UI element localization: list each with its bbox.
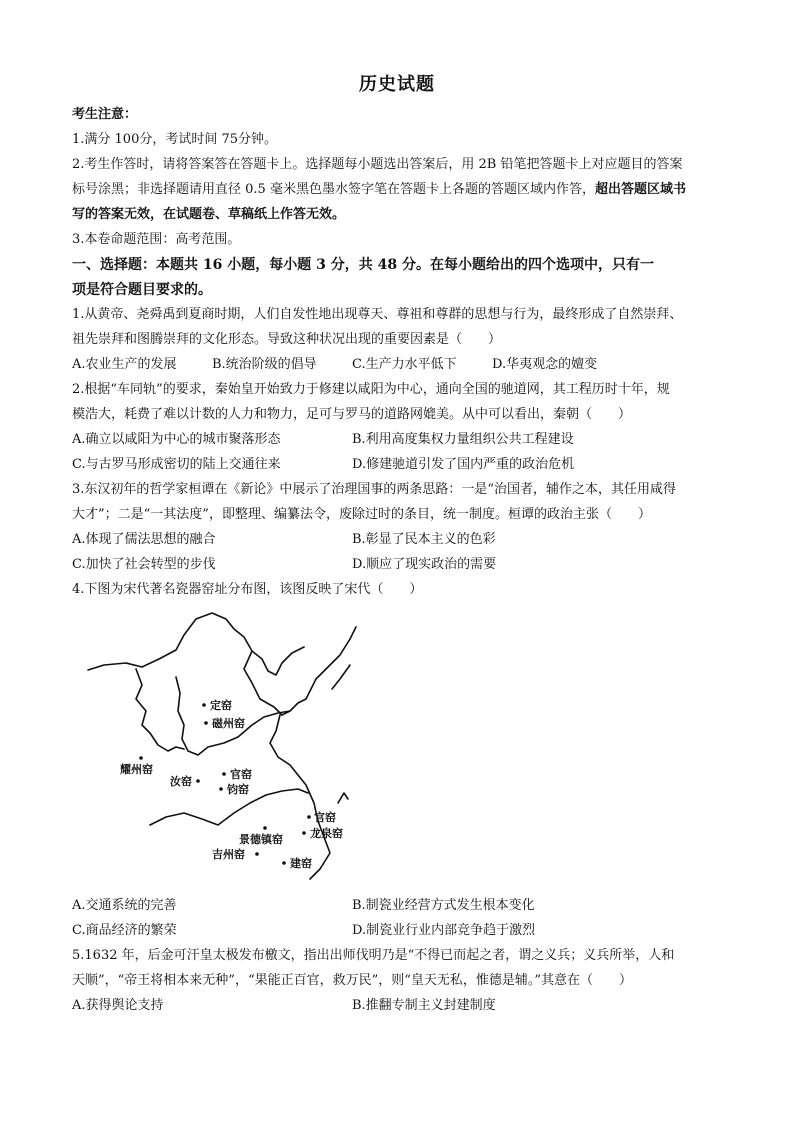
kiln-dot-jingdezhen — [263, 826, 267, 830]
section-heading-line-2: 项是符合题目要求的。 — [72, 282, 212, 298]
kiln-label-ding: 定窑 — [210, 699, 232, 712]
notice-item-2-line-1: 2.考生作答时，请将答案答在答题卡上。选择题每小题选出答案后，用 2B 铅笔把答题卡上对应题目的答案 — [72, 157, 683, 172]
map-korea-coast — [332, 665, 350, 689]
kiln-label-yaozhou: 耀州窑 — [120, 763, 153, 776]
q1-option-c: C.生产力水平低下 — [352, 357, 457, 372]
q5-stem-line-1: 5.1632 年，后金可汗皇太极发布檄文，指出出师伐明乃是“不得已而起之者，谓之义兵；义兵所举，人和 — [72, 948, 675, 963]
map-korea-peninsula — [310, 627, 356, 691]
q4-option-a: A.交通系统的完善 — [72, 898, 177, 913]
notice-item-2-normal-text: 标号涂黑；非选择题请用直径 0.5 毫米黑色墨水签字笔在答题卡上各题的答题区域内作答， — [72, 182, 595, 197]
kiln-dot-cizhou — [204, 721, 208, 725]
q3-stem-line-2: 大才”；二是“一其法度”，即整理、编纂法令，废除过时的条目，统一制度。桓谭的政治主张（ ） — [72, 507, 651, 522]
map-coast-southeast — [310, 837, 330, 879]
notice-item-2-line-2 — [72, 180, 732, 200]
notice-item-3: 3.本卷命题范围：高考范围。 — [72, 232, 241, 247]
q3-option-c: C.加快了社会转型的步伐 — [72, 557, 216, 572]
q1-option-a: A.农业生产的发展 — [72, 357, 177, 372]
song-kiln-map-drawing — [84, 607, 366, 882]
notice-item-2-bold-text: 超出答题区域书 — [594, 182, 686, 197]
kiln-label-jun: 钧窑 — [227, 783, 249, 796]
map-coast-northeast — [244, 651, 310, 715]
q4-option-d: D.制瓷业行业内部竞争趋于激烈 — [352, 923, 536, 938]
q5-option-b: B.推翻专制主义封建制度 — [352, 998, 496, 1013]
q4-option-c: C.商品经济的繁荣 — [72, 923, 177, 938]
q2-stem-line-2: 模浩大，耗费了难以计数的人力和物力，足可与罗马的道路网媲美。从中可以看出，秦朝（ ） — [72, 407, 632, 422]
map-island — [338, 793, 348, 803]
kiln-dot-jizhou — [255, 852, 259, 856]
kiln-dot-jian — [282, 861, 286, 865]
map-border-north — [88, 613, 304, 675]
song-kiln-map — [84, 607, 366, 882]
notice-heading: 考生注意： — [72, 107, 138, 122]
q3-option-b: B.彰显了民本主义的色彩 — [352, 532, 496, 547]
q4-stem: 4.下图为宋代著名瓷器窑址分布图，该图反映了宋代（ ） — [72, 582, 423, 597]
q5-stem-line-2: 天顺”，“帝王将相本来无种”，“果能正百官，救万民”，则“皇天无私，惟德是辅。”其意在（ ） — [72, 973, 633, 988]
kiln-label-guan-1: 官窑 — [230, 768, 252, 781]
q1-option-d: D.华夷观念的嬗变 — [492, 357, 598, 372]
kiln-label-guan-2: 官窑 — [314, 811, 336, 824]
q3-stem-line-1: 3.东汉初年的哲学家桓谭在《新论》中展示了治理国事的两条思路：一是“治国者，辅作之本，其任用咸得 — [72, 482, 677, 497]
q3-option-a: A.体现了儒法思想的融合 — [72, 532, 216, 547]
q3-option-d: D.顺应了现实政治的需要 — [352, 557, 497, 572]
kiln-label-jingdezhen: 景德镇窑 — [239, 833, 283, 846]
kiln-label-jizhou: 吉州窑 — [212, 848, 245, 861]
q2-stem-line-1: 2.根据“车同轨”的要求，秦始皇开始致力于修建以咸阳为中心，通向全国的驰道网，其工程历时十年，规 — [72, 382, 670, 397]
kiln-dot-ding — [202, 703, 206, 707]
q1-stem-line-2: 祖先崇拜和图腾崇拜的文化形态。导致这种状况出现的重要因素是（ ） — [72, 332, 502, 347]
kiln-dot-longquan — [302, 831, 306, 835]
map-river-yellow — [176, 677, 290, 755]
kiln-label-longquan: 龙泉窑 — [310, 827, 343, 840]
kiln-label-cizhou: 磁州窑 — [212, 717, 245, 730]
kiln-label-ru: 汝窑 — [170, 775, 192, 788]
kiln-dot-guan-1 — [222, 772, 226, 776]
notice-item-2-line-3: 写的答案无效，在试题卷、草稿纸上作答无效。 — [72, 207, 346, 222]
q5-option-a: A.获得舆论支持 — [72, 998, 164, 1013]
q2-option-a: A.确立以咸阳为中心的城市聚落形态 — [72, 432, 281, 447]
q4-option-b: B.制瓷业经营方式发生根本变化 — [352, 898, 535, 913]
q1-option-b: B.统治阶级的倡导 — [212, 357, 317, 372]
q2-option-c: C.与古罗马形成密切的陆上交通往来 — [72, 457, 281, 472]
q2-option-b: B.利用高度集权力量组织公共工程建设 — [352, 432, 574, 447]
kiln-dot-ru — [196, 779, 200, 783]
kiln-dot-yaozhou — [139, 756, 143, 760]
q2-option-d: D.修建驰道引发了国内严重的政治危机 — [352, 457, 575, 472]
kiln-dot-jun — [219, 787, 223, 791]
notice-item-1: 1.满分 100分，考试时间 75分钟。 — [72, 132, 278, 147]
q1-stem-line-1: 1.从黄帝、尧舜禹到夏商时期，人们自发性地出现尊天、尊祖和尊群的思想与行为，最终形成了自然崇拜、 — [72, 307, 683, 322]
page-title: 历史试题 — [359, 74, 435, 95]
kiln-dot-guan-2 — [307, 815, 311, 819]
kiln-label-jian: 建窑 — [290, 857, 312, 870]
section-heading-line-1: 一、选择题：本题共 16 小题，每小题 3 分，共 48 分。在每小题给出的四个选项中，只有一 — [72, 257, 654, 273]
